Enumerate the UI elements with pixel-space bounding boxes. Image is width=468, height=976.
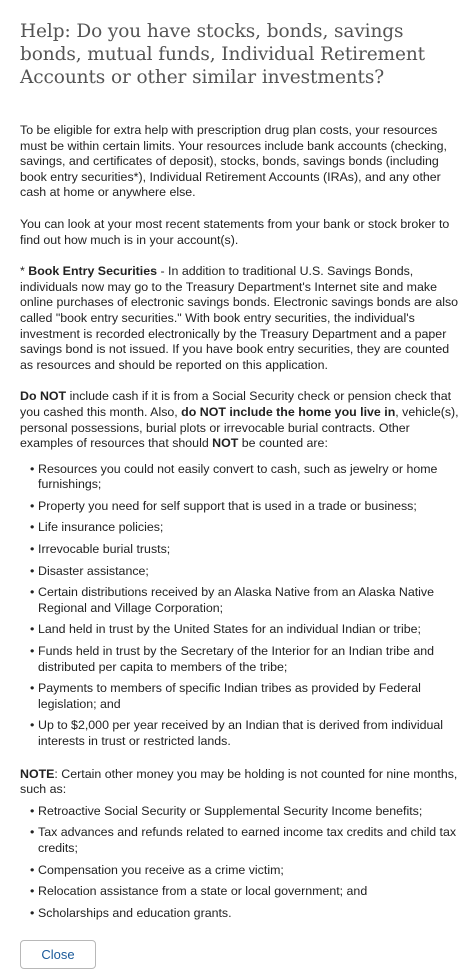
list-item: • Property you need for self support that is used in a trade or business;: [30, 499, 462, 515]
list-item: • Scholarships and education grants.: [30, 906, 462, 922]
list-item: • Compensation you receive as a crime victim;: [30, 863, 462, 879]
help-content: [20, 0, 462, 927]
note-label: NOTE: [20, 766, 55, 781]
list-item: • Certain distributions received by an Alaska Native from an Alaska Native Regional and Village Corporation;: [30, 585, 462, 616]
list-item: • Retroactive Social Security or Supplemental Security Income benefits;: [30, 804, 462, 820]
exclusions-text-2: , vehicle(s), personal possessions, burial plots or irrevocable burial contracts. Other examples of resources that should: [20, 404, 459, 451]
note-paragraph: [20, 767, 462, 798]
close-button[interactable]: Close: [20, 940, 96, 969]
dialog-footer: [20, 940, 96, 969]
book-entry-text: - In addition to traditional U.S. Savings Bonds, individuals now may go to the Treasury Department's Internet site and make online purchases of electronic savings bonds. Electronic savings bonds are also called "book entry securities." With book entry securities, the individual's investment is recorded electronically by the Treasury Department and a paper savings bond is not issued. If you have book entry securities, they are counted as resources and should be reported on this application.: [20, 264, 459, 372]
list-item: • Tax advances and refunds related to earned income tax credits and child tax credits;: [30, 825, 462, 856]
list-item: • Life insurance policies;: [30, 520, 462, 536]
not-text: NOT: [212, 436, 239, 451]
asterisk: *: [20, 264, 29, 279]
note-text: : Certain other money you may be holding is not counted for nine months, such as:: [20, 766, 458, 797]
exclusions-text-1: include cash if it is from a Social Security check or pension check that you cashed this month. Also,: [20, 389, 452, 419]
list-item: • Funds held in trust by the Secretary of the Interior for an Indian tribe and distributed per capita to members of the tribe;: [30, 644, 462, 675]
exclusions-text-3: be counted are:: [238, 436, 328, 451]
do-not-text: Do NOT: [20, 389, 67, 404]
list-item: • Irrevocable burial trusts;: [30, 542, 462, 558]
list-item: • Resources you could not easily convert to cash, such as jewelry or home furnishings;: [30, 462, 462, 493]
eligibility-paragraph: To be eligible for extra help with prescription drug plan costs, your resources must be within certain limits. Your resources include bank accounts (checking, savings, and certificates of deposit), stocks, bonds, savings bonds (including book entry securities*), Individual Retirement Accounts (IRAs), and any other cash at home or anywhere else.: [20, 123, 447, 200]
list-item: • Land held in trust by the United States for an individual Indian or tribe;: [30, 622, 462, 638]
page-title: Help: Do you have stocks, bonds, savings bonds, mutual funds, Individual Retirement Accounts or other similar investments?: [20, 21, 425, 88]
book-entry-paragraph: [20, 264, 462, 373]
exclusions-paragraph: [20, 389, 462, 451]
book-entry-heading: Book Entry Securities: [28, 264, 158, 279]
list-item: • Up to $2,000 per year received by an Indian that is derived from individual interests in trust or restricted lands.: [30, 718, 462, 749]
not-counted-list: [20, 804, 462, 922]
list-item: • Disaster assistance;: [30, 564, 462, 580]
home-exclusion-text: do NOT include the home you live in: [181, 404, 396, 419]
list-item: • Payments to members of specific Indian tribes as provided by Federal legislation; and: [30, 681, 462, 712]
list-item: • Relocation assistance from a state or local government; and: [30, 884, 462, 900]
excluded-resources-list: [20, 462, 462, 750]
help-body: [20, 123, 462, 921]
statements-paragraph: You can look at your most recent statements from your bank or stock broker to find out how much is in your account(s).: [20, 216, 450, 247]
